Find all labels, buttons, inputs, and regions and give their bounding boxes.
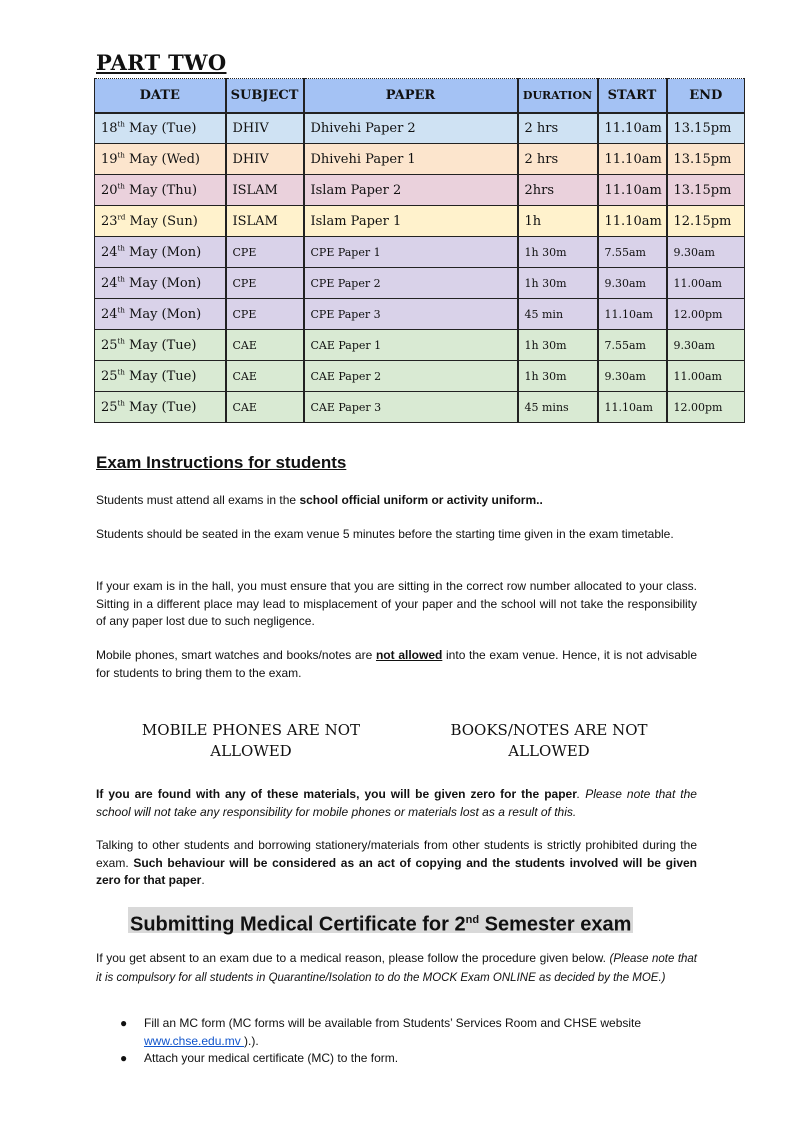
instruction-penalty (96, 786, 697, 821)
cell-end: 9.30am (667, 237, 745, 268)
table-row (95, 299, 745, 330)
bullet-icon: ● (120, 1051, 128, 1065)
cell-date: 24th May (Mon) (95, 299, 226, 330)
devices-text: Mobile phones, smart watches and books/notes are (96, 648, 376, 662)
cell-paper: Dhivehi Paper 2 (304, 113, 518, 144)
uniform-text: Students must attend all exams in the (96, 493, 300, 507)
medical-certificate-heading (128, 907, 633, 936)
cell-date: 19th May (Wed) (95, 144, 226, 175)
table-row (95, 206, 745, 237)
instruction-seating: Students should be seated in the exam venue 5 minutes before the starting time given in the exam timetable. (96, 527, 674, 541)
uniform-emphasis: school official uniform or activity uniform.. (299, 493, 543, 507)
cell-paper: Islam Paper 1 (304, 206, 518, 237)
penalty-note: . Please note that the school will not take any responsibility for mobile phones or materials lost as a result of this. (96, 787, 697, 819)
penalty-emphasis: If you are found with any of these materials, you will be given zero for the paper (96, 787, 577, 801)
medical-heading-sup: nd (465, 914, 480, 926)
cell-start: 11.10am (598, 144, 667, 175)
instruction-talking (96, 837, 697, 890)
cell-paper: Dhivehi Paper 1 (304, 144, 518, 175)
medical-intro-note: (Please note that it is compulsory for all students in Quarantine/Isolation to do the MOCK Exam ONLINE as decided by the MOE.) (96, 953, 697, 984)
cell-end: 12.00pm (667, 299, 745, 330)
cell-paper: CAE Paper 2 (304, 361, 518, 392)
cell-paper: CAE Paper 3 (304, 392, 518, 423)
instruction-hall: If your exam is in the hall, you must ensure that you are sitting in the correct row number allocated to your class. Sitting in a different place may lead to misplacement of your paper and the school will not take the responsibility of any paper lost due to such negligence. (96, 579, 697, 628)
cell-paper: Islam Paper 2 (304, 175, 518, 206)
header-end: END (667, 79, 745, 113)
cell-start: 7.55am (598, 237, 667, 268)
cell-start: 9.30am (598, 268, 667, 299)
cell-subject: CPE (226, 237, 304, 268)
exam-timetable (94, 78, 745, 423)
cell-start: 11.10am (598, 175, 667, 206)
medical-heading-text: Submitting Medical Certificate for 2 (130, 913, 466, 936)
cell-duration: 1h (518, 206, 598, 237)
cell-paper: CPE Paper 3 (304, 299, 518, 330)
cell-duration: 45 mins (518, 392, 598, 423)
table-row (95, 392, 745, 423)
instruction-uniform (96, 492, 697, 510)
step-text-end: ).). (244, 1033, 259, 1048)
cell-date: 20th May (Thu) (95, 175, 226, 206)
not-allowed-emphasis: not allowed (375, 648, 443, 662)
cell-start: 11.10am (598, 392, 667, 423)
cell-subject: CPE (226, 299, 304, 330)
cell-date: 25th May (Tue) (95, 330, 226, 361)
medical-heading-text-end: Semester exam (479, 913, 632, 936)
list-item (118, 1050, 698, 1068)
cell-paper: CAE Paper 1 (304, 330, 518, 361)
cell-end: 13.15pm (667, 113, 745, 144)
cell-duration: 45 min (518, 299, 598, 330)
cell-duration: 1h 30m (518, 330, 598, 361)
cell-start: 9.30am (598, 361, 667, 392)
cell-start: 11.10am (598, 113, 667, 144)
cell-paper: CPE Paper 1 (304, 237, 518, 268)
talking-text: Talking to other students and borrowing stationery/materials from other students is strictly prohibited during the exam. (96, 838, 697, 870)
copying-emphasis: Such behaviour will be considered as an act of copying and the students involved will be given zero for that paper (96, 855, 697, 887)
cell-subject: CPE (226, 268, 304, 299)
cell-end: 11.00am (667, 268, 745, 299)
cell-end: 11.00am (667, 361, 745, 392)
cell-subject: CAE (226, 392, 304, 423)
cell-start: 7.55am (598, 330, 667, 361)
cell-paper: CPE Paper 2 (304, 268, 518, 299)
table-row (95, 237, 745, 268)
cell-duration: 2 hrs (518, 113, 598, 144)
header-subject: SUBJECT (226, 79, 304, 113)
table-row (95, 144, 745, 175)
cell-date: 23rd May (Sun) (95, 206, 226, 237)
warning-mobile-phones: MOBILE PHONES ARE NOT ALLOWED (141, 721, 361, 760)
cell-subject: CAE (226, 330, 304, 361)
devices-text-end: into the exam venue. Hence, it is not advisable for students to bring them to the exam. (96, 648, 697, 680)
step-text: Fill an MC form (MC forms will be available from Students’ Services Room and CHSE website (144, 1016, 642, 1030)
cell-date: 18th May (Tue) (95, 113, 226, 144)
cell-end: 12.15pm (667, 206, 745, 237)
table-row (95, 268, 745, 299)
medical-intro (96, 950, 697, 987)
header-duration: DURATION (518, 79, 598, 113)
cell-duration: 2hrs (518, 175, 598, 206)
cell-subject: DHIV (226, 113, 304, 144)
cell-end: 13.15pm (667, 175, 745, 206)
cell-start: 11.10am (598, 299, 667, 330)
bullet-icon: ● (120, 1016, 128, 1030)
header-start: START (598, 79, 667, 113)
cell-date: 24th May (Mon) (95, 268, 226, 299)
cell-date: 25th May (Tue) (95, 361, 226, 392)
table-row (95, 330, 745, 361)
cell-duration: 2 hrs (518, 144, 598, 175)
cell-duration: 1h 30m (518, 361, 598, 392)
talking-text-end: . (201, 873, 205, 887)
cell-date: 24th May (Mon) (95, 237, 226, 268)
instruction-devices (96, 647, 697, 682)
chse-website-link[interactable]: www.chse.edu.mv (144, 1033, 245, 1048)
cell-date: 25th May (Tue) (95, 392, 226, 423)
part-title: PART TWO (96, 50, 227, 75)
medical-intro-text: If you get absent to an exam due to a medical reason, please follow the procedure given below. (96, 951, 606, 965)
medical-steps-list (118, 1015, 698, 1068)
cell-duration: 1h 30m (518, 237, 598, 268)
timetable-header-row (95, 79, 745, 113)
warning-books-notes: BOOKS/NOTES ARE NOT ALLOWED (450, 721, 648, 760)
cell-subject: ISLAM (226, 175, 304, 206)
list-item (118, 1015, 698, 1050)
cell-subject: CAE (226, 361, 304, 392)
step-text: Attach your medical certificate (MC) to the form. (144, 1051, 399, 1065)
cell-end: 13.15pm (667, 144, 745, 175)
cell-duration: 1h 30m (518, 268, 598, 299)
cell-start: 11.10am (598, 206, 667, 237)
cell-subject: DHIV (226, 144, 304, 175)
cell-subject: ISLAM (226, 206, 304, 237)
table-row (95, 113, 745, 144)
instructions-heading: Exam Instructions for students (96, 453, 347, 472)
header-date: DATE (95, 79, 226, 113)
table-row (95, 361, 745, 392)
header-paper: PAPER (304, 79, 518, 113)
cell-end: 12.00pm (667, 392, 745, 423)
table-row (95, 175, 745, 206)
cell-end: 9.30am (667, 330, 745, 361)
